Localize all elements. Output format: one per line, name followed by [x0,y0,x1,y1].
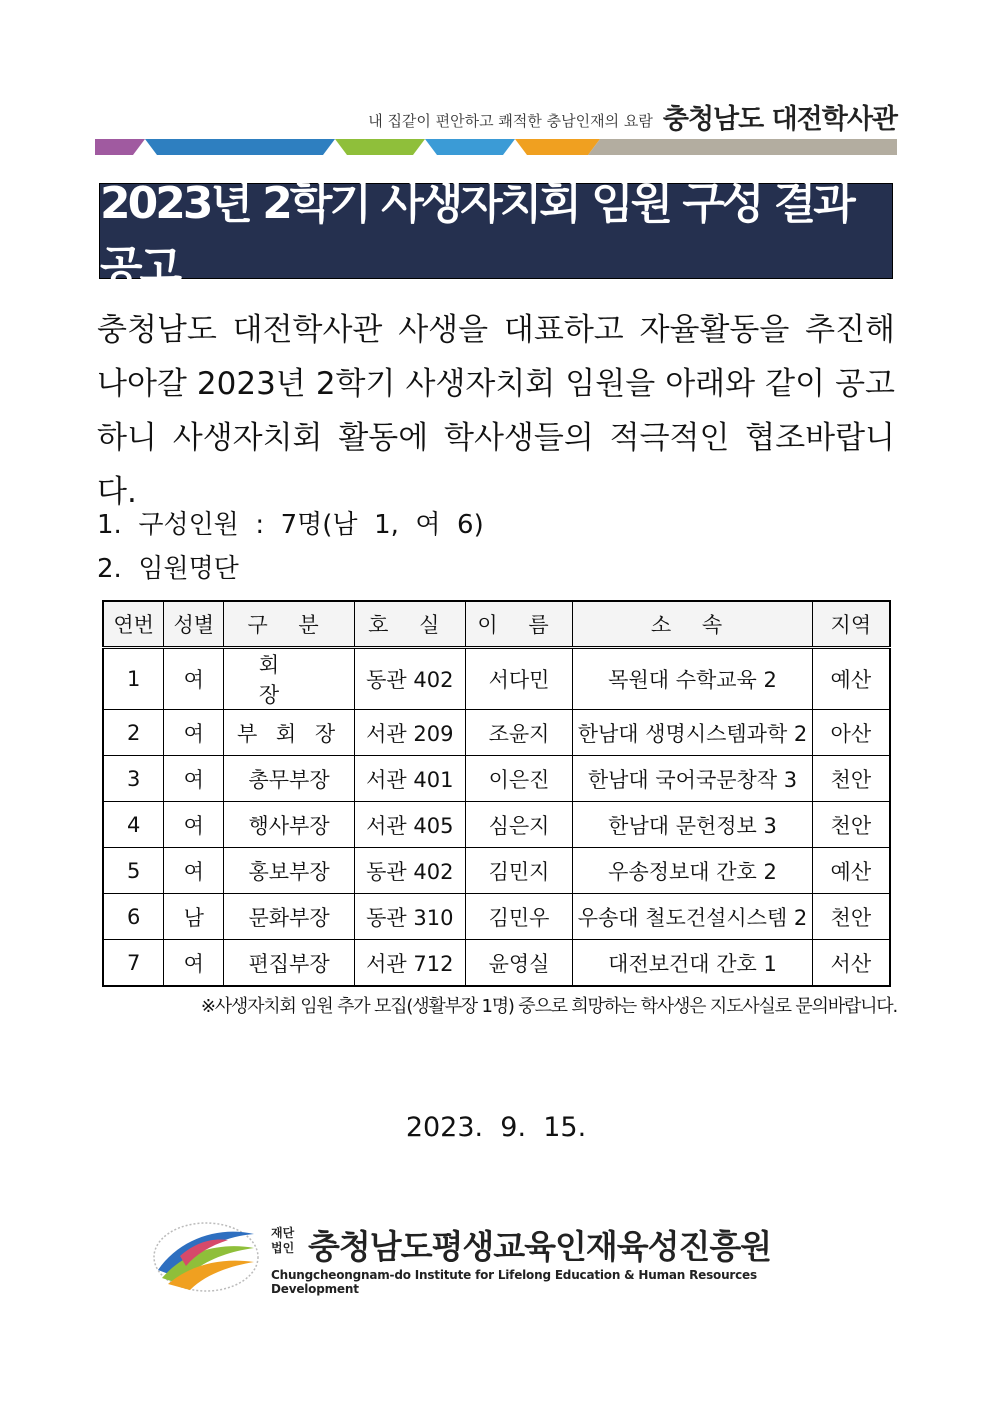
cell-region: 천안 [812,894,890,940]
announcement-date: 2023. 9. 15. [405,1112,587,1143]
cell-no: 3 [103,756,164,802]
cell-name: 서다민 [465,648,573,710]
header-affiliation: 소 속 [573,601,812,648]
table-row [103,710,890,756]
header-gender: 성별 [164,601,224,648]
cell-role: 부 회 장 [224,710,355,756]
footer-org-name: 충청남도평생교육인재육성진흥원 [308,1227,772,1266]
header-org-name: 충청남도 대전학사관 [662,104,897,135]
cell-role: 문화부장 [224,894,355,940]
cell-no: 4 [103,802,164,848]
cell-region: 예산 [812,648,890,710]
cell-gender: 여 [164,648,224,710]
footer-org-english: Chungcheongnam-do Institute for Lifelong Education & Human Resources Development [271,1268,757,1296]
cell-role: 행사부장 [224,802,355,848]
institute-logo-icon [150,1218,262,1296]
cell-name: 조윤지 [465,710,573,756]
cell-affiliation: 한남대 문헌정보 3 [573,802,812,848]
cell-region: 천안 [812,802,890,848]
intro-paragraph [97,303,895,519]
cell-no: 7 [103,940,164,987]
header-color-stripe [95,139,897,155]
table-row [103,802,890,848]
header-no: 연번 [103,601,164,648]
cell-gender: 여 [164,940,224,987]
cell-room: 서관 712 [354,940,465,987]
intro-line-2: 나아갈 2023년 2학기 사생자치회 임원을 아래와 같이 공고 [97,366,895,402]
cell-affiliation: 우송정보대 간호 2 [573,848,812,894]
footer-organization [150,1218,840,1298]
cell-role: 편집부장 [224,940,355,987]
foundation-label [271,1226,294,1256]
intro-line-3: 하니 사생자치회 활동에 학사생들의 적극적인 협조바랍니다. [97,420,895,510]
header-name: 이 름 [465,601,573,648]
table-row [103,648,890,710]
cell-room: 동관 310 [354,894,465,940]
page-header [95,100,897,136]
cell-name: 김민우 [465,894,573,940]
cell-region: 서산 [812,940,890,987]
header-room: 호 실 [354,601,465,648]
announcement-title: 2023년 2학기 사생자치회 임원 구성 결과 공고 [100,178,853,293]
header-role: 구 분 [224,601,355,648]
cell-no: 6 [103,894,164,940]
header-region: 지역 [812,601,890,648]
cell-name: 심은지 [465,802,573,848]
cell-room: 서관 209 [354,710,465,756]
cell-affiliation: 한남대 생명시스템과학 2 [573,710,812,756]
cell-name: 김민지 [465,848,573,894]
cell-gender: 여 [164,802,224,848]
cell-role: 홍보부장 [224,848,355,894]
intro-line-1: 충청남도 대전학사관 사생을 대표하고 자율활동을 추진해 [97,312,895,348]
cell-room: 서관 401 [354,756,465,802]
cell-room: 동관 402 [354,848,465,894]
table-row [103,894,890,940]
cell-no: 1 [103,648,164,710]
table-row [103,848,890,894]
cell-role: 총무부장 [224,756,355,802]
announcement-title-box [99,178,893,293]
cell-region: 천안 [812,756,890,802]
cell-affiliation: 우송대 철도건설시스템 2 [573,894,812,940]
cell-name: 이은진 [465,756,573,802]
cell-affiliation: 한남대 국어국문창작 3 [573,756,812,802]
foundation-label-line2: 법인 [271,1241,295,1255]
cell-no: 2 [103,710,164,756]
foundation-label-line1: 재단 [271,1226,295,1240]
table-row [103,940,890,987]
table-row [103,756,890,802]
cell-room: 동관 402 [354,648,465,710]
cell-gender: 여 [164,848,224,894]
cell-region: 아산 [812,710,890,756]
cell-no: 5 [103,848,164,894]
cell-gender: 여 [164,756,224,802]
member-count-item: 1. 구성인원 : 7명(남 1, 여 6) [97,510,484,540]
cell-room: 서관 405 [354,802,465,848]
cell-affiliation: 대전보건대 간호 1 [573,940,812,987]
cell-role: 회 장 [224,648,355,710]
header-slogan: 내 집같이 편안하고 쾌적한 충남인재의 요람 [368,112,653,130]
member-list-item: 2. 임원명단 [97,554,239,584]
member-table [102,600,891,987]
cell-region: 예산 [812,848,890,894]
cell-gender: 여 [164,710,224,756]
recruitment-note: ※사생자치회 임원 추가 모집(생활부장 1명) 중으로 희망하는 학사생은 지도사실로 문의바랍니다. [200,996,897,1017]
cell-name: 윤영실 [465,940,573,987]
cell-affiliation: 목원대 수학교육 2 [573,648,812,710]
cell-gender: 남 [164,894,224,940]
table-header-row [103,601,890,648]
